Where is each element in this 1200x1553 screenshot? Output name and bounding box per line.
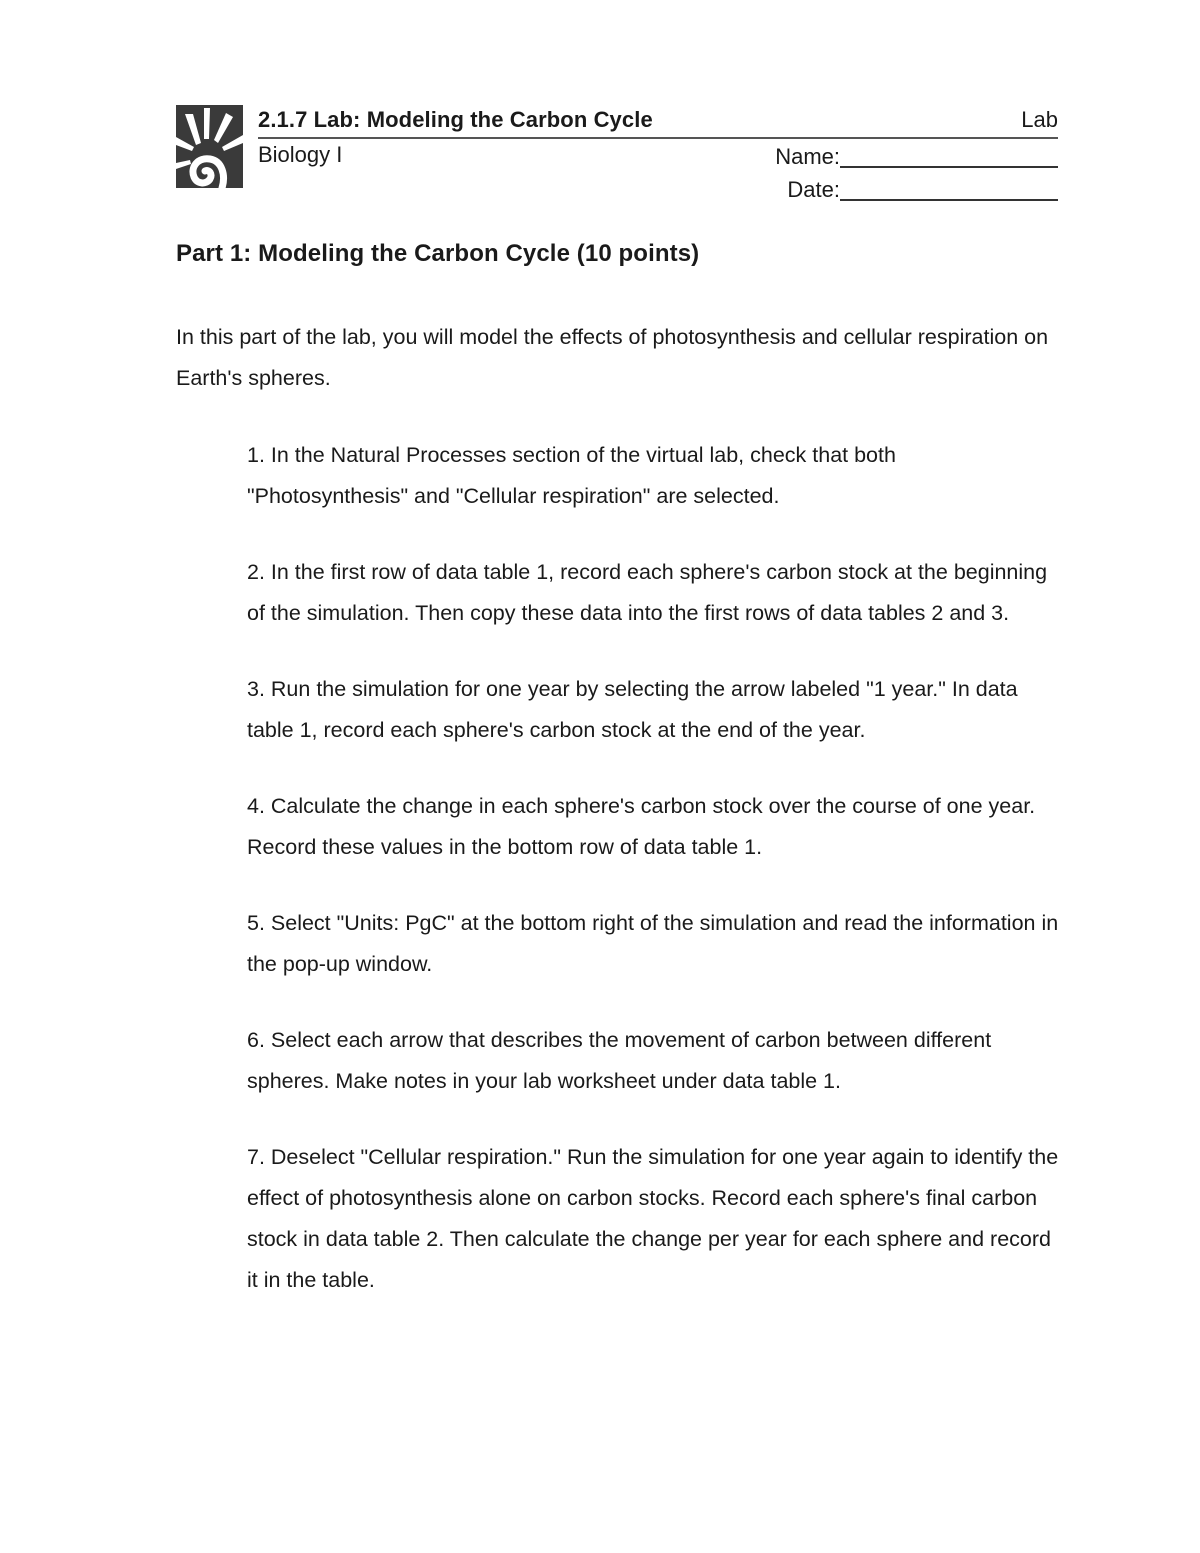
intro-paragraph: In this part of the lab, you will model the effects of photosynthesis and cellular respiration on Earth's spheres. bbox=[176, 325, 1049, 390]
instruction-step-2: 2. In the first row of data table 1, record each sphere's carbon stock at the beginning of the simulation. Then copy these data into the first rows of data tables 2 and 3. bbox=[247, 560, 1048, 625]
instruction-step-5: 5. Select "Units: PgC" at the bottom right of the simulation and read the information in the pop-up window. bbox=[247, 911, 1059, 976]
document-title: 2.1.7 Lab: Modeling the Carbon Cycle bbox=[258, 107, 653, 132]
name-label: Name: bbox=[775, 144, 840, 169]
sunburst-spiral-logo-icon bbox=[176, 105, 243, 188]
date-field[interactable] bbox=[787, 177, 1058, 203]
document-type-label: Lab bbox=[1021, 107, 1058, 132]
name-blank-line[interactable] bbox=[840, 166, 1058, 168]
instruction-step-4: 4. Calculate the change in each sphere's carbon stock over the course of one year. Record these values in the bottom row of data table 1. bbox=[247, 794, 1036, 859]
date-label: Date: bbox=[787, 177, 840, 202]
name-field[interactable] bbox=[775, 144, 1058, 170]
instruction-step-1: 1. In the Natural Processes section of the virtual lab, check that both "Photosynthesis" and "Cellular respiration" are selected. bbox=[247, 443, 896, 508]
instruction-steps-list bbox=[247, 435, 1062, 1336]
instruction-step-6: 6. Select each arrow that describes the movement of carbon between different spheres. Make notes in your lab worksheet under data table 1. bbox=[247, 1028, 992, 1093]
instruction-step-7: 7. Deselect "Cellular respiration." Run the simulation for one year again to identify the effect of photosynthesis alone on carbon stocks. Record each sphere's final carbon stock in data table 2. Then calculate the change per year for each sphere and record it in the table. bbox=[247, 1145, 1059, 1292]
header-divider bbox=[258, 137, 1058, 139]
date-blank-line[interactable] bbox=[840, 199, 1058, 201]
instruction-step-3: 3. Run the simulation for one year by selecting the arrow labeled "1 year." In data table 1, record each sphere's carbon stock at the end of the year. bbox=[247, 677, 1018, 742]
part-heading: Part 1: Modeling the Carbon Cycle (10 points) bbox=[176, 240, 700, 267]
course-subtitle: Biology I bbox=[258, 142, 343, 167]
